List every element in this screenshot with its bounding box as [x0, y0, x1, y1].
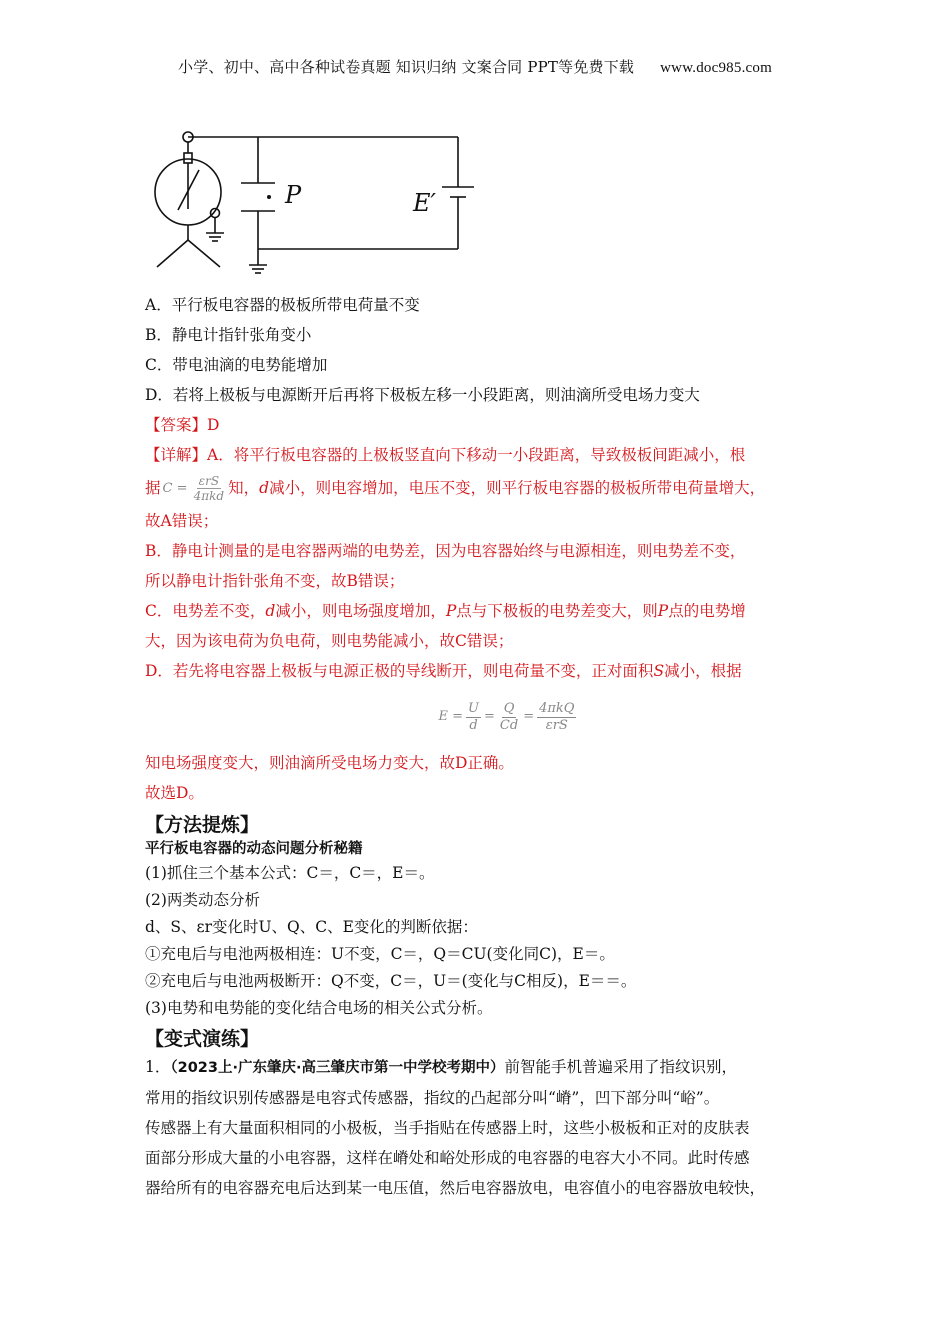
option-b: B．静电计指针张角变小 [145, 326, 312, 344]
question-1-line4: 面部分形成大量的小电容器，这样在嵴处和峪处形成的电容器的电容大小不同。此时传感 [145, 1149, 750, 1167]
var-P: P [445, 602, 457, 620]
method-line-6: (3)电势和电势能的变化结合电场的相关公式分析。 [145, 999, 493, 1017]
method-line-3: d、S、εr变化时U、Q、C、E变化的判断依据： [145, 918, 478, 936]
label-E: E′ [413, 189, 436, 217]
explanation-a-line3: 故A错误； [145, 512, 219, 530]
explanation-text: 知， [228, 479, 260, 497]
eq-denominator: Cd [499, 717, 519, 733]
explanation-d-line1 [145, 656, 813, 686]
explanation-text: 减小，则电场强度增加， [275, 602, 446, 620]
method-title: 【方法提炼】 [145, 814, 260, 836]
explanation-text: 点与下极板的电势差变大，则 [456, 602, 658, 620]
eq-lhs: E = [438, 709, 464, 724]
method-line-1: (1)抓住三个基本公式：C＝，C＝，E＝。 [145, 864, 435, 882]
field-strength-equation [145, 686, 813, 748]
var-S: S [653, 662, 665, 680]
header-text: 小学、初中、高中各种试卷真题 知识归纳 文案合同 PPT等免费下载 [178, 58, 635, 76]
explanation-text: A．将平行板电容器的上极板竖直向下移动一小段距离，导致极板间距减小，根 [207, 446, 746, 464]
question-1-line1 [145, 1052, 813, 1083]
question-1-line3: 传感器上有大量面积相同的小极板，当手指贴在传感器上时，这些小极板和正对的皮肤表 [145, 1119, 750, 1137]
page-header [0, 56, 950, 77]
var-P: P [657, 602, 669, 620]
label-P: P [285, 181, 302, 209]
method-line-5: ②充电后与电池两极断开：Q不变，C＝，U＝(变化与C相反)，E＝＝。 [145, 972, 637, 990]
eq-numerator: U [468, 700, 480, 716]
eq-denominator: d [469, 717, 478, 733]
answer-label: 【答案】 [145, 416, 208, 434]
explanation-d-line2: 知电场强度变大，则油滴所受电场力变大，故D正确。 [145, 754, 514, 772]
explanation-text: 点的电势增 [668, 602, 746, 620]
option-a: A．平行板电容器的极板所带电荷量不变 [145, 296, 420, 314]
variant-title: 【变式演练】 [145, 1028, 260, 1050]
eq-fraction-3 [537, 701, 576, 734]
method-subtitle: 平行板电容器的动态问题分析秘籍 [145, 841, 363, 857]
formula-denominator: 4πkd [193, 489, 225, 503]
eq-fraction-2 [498, 701, 520, 734]
oil-drop [267, 195, 271, 199]
option-d: D．若将上极板与电源断开后再将下极板左移一小段距离，则油滴所受电场力变大 [145, 386, 700, 404]
question-source: （2023上·广东肇庆·高三肇庆市第一中学校考期中） [170, 1060, 505, 1076]
question-1-line5: 器给所有的电容器充电后达到某一电压值，然后电容器放电，电容值小的电容器放电较快， [145, 1179, 766, 1197]
document-body [145, 290, 813, 1203]
circuit-diagram [145, 125, 485, 285]
eq-denominator: εrS [545, 717, 568, 733]
explanation-text: 据 [145, 479, 161, 497]
formula-numerator: εrS [198, 474, 220, 488]
explanation-conclusion: 故选D。 [145, 784, 204, 802]
explanation-a-line2 [145, 470, 813, 506]
explanation-a-line1 [145, 440, 813, 470]
explanation-label: 【详解】 [145, 446, 208, 464]
option-c: C．带电油滴的电势能增加 [145, 356, 328, 374]
eq-numerator: Q [503, 700, 515, 716]
method-line-2: (2)两类动态分析 [145, 891, 260, 909]
eq-equals: = [523, 709, 535, 724]
explanation-text: C．电势差不变， [145, 602, 266, 620]
method-line-4: ①充电后与电池两极相连：U不变，C＝，Q＝CU(变化同C)，E＝。 [145, 945, 615, 963]
explanation-text: 减小，则电容增加，电压不变，则平行板电容器的极板所带电荷量增大， [269, 479, 766, 497]
eq-fraction-1 [466, 701, 481, 734]
question-1-line2: 常用的指纹识别传感器是电容式传感器，指纹的凸起部分叫“嵴”，凹下部分叫“峪”。 [145, 1089, 720, 1107]
answer-value: D [207, 416, 220, 434]
explanation-c-line2: 大，因为该电荷为负电荷，则电势能减小，故C错误； [145, 632, 514, 650]
explanation-text: 减小，根据 [664, 662, 742, 680]
var-d: d [259, 479, 270, 497]
question-number: 1． [145, 1058, 171, 1076]
explanation-b-line2: 所以静电计指针张角不变，故B错误； [145, 572, 405, 590]
eq-equals: = [484, 709, 495, 724]
header-site: www.doc985.com [660, 60, 772, 76]
answer-line [145, 410, 813, 440]
eq-numerator: 4πkQ [539, 700, 575, 716]
capacitance-formula [163, 471, 227, 507]
question-text: 前智能手机普遍采用了指纹识别， [504, 1058, 738, 1076]
formula-lhs: C = [162, 481, 188, 496]
explanation-b-line1: B．静电计测量的是电容器两端的电势差，因为电容器始终与电源相连，则电势差不变， [145, 542, 746, 560]
explanation-c-line1 [145, 596, 813, 626]
explanation-text: D．若先将电容器上极板与电源正极的导线断开，则电荷量不变，正对面积 [145, 662, 654, 680]
var-d: d [265, 602, 276, 620]
